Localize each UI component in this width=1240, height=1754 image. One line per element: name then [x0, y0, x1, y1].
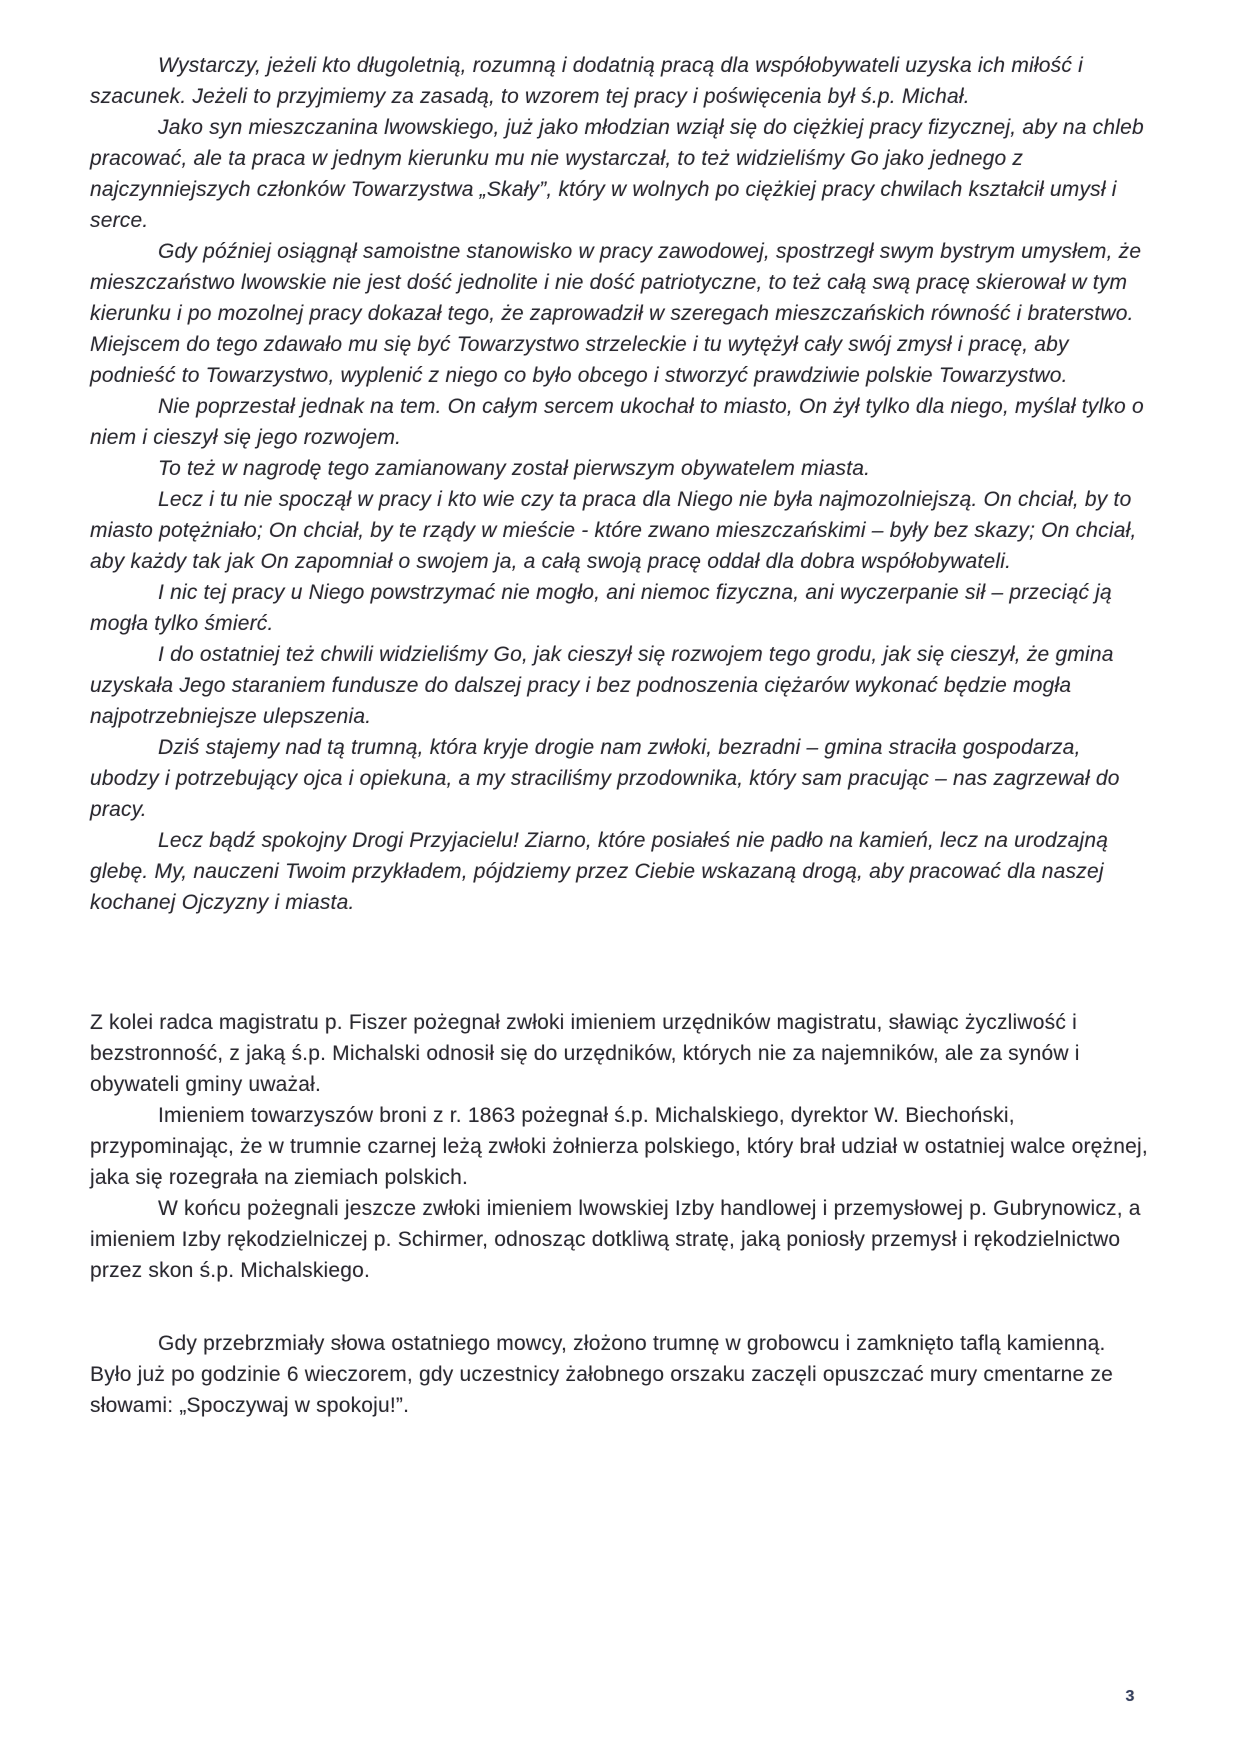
eulogy-paragraph-10: Lecz bądź spokojny Drogi Przyjacielu! Ziarno, które posiałeś nie padło na kamień, lecz na urodzajną glebę. My, nauczeni Twoim przykładem, pójdziemy przez Ciebie wskazaną drogą, aby pracować dla naszej kochanej Ojczyzny i miasta. — [90, 829, 1109, 914]
eulogy-paragraph-8: I do ostatniej też chwili widzieliśmy Go, jak cieszył się rozwojem tego grodu, jak się cieszył, że gmina uzyskała Jego staraniem fundusze do dalszej pracy i bez podnoszenia ciężarów wykonać będzie mogła najpotrzebniejsze ulepszenia. — [90, 643, 1114, 728]
eulogy-speech-section — [90, 50, 1148, 918]
eulogy-paragraph-3: Gdy później osiągnął samoistne stanowisko w pracy zawodowej, spostrzegł swym bystrym umysłem, że mieszczaństwo lwowskie nie jest dość jednolite i nie dość patriotyczne, to też całą swą pracę skierował w tym kierunku i po mozolnej pracy dokazał tego, że zaprowadził w szeregach mieszczańskich równość i braterstwo. Miejscem do tego zdawało mu się być Towarzystwo strzeleckie i tu wytężył cały swój zmysł i pracę, aby podnieść to Towarzystwo, wyplenić z niego co było obcego i stworzyć prawdziwie polskie Towarzystwo. — [90, 240, 1142, 387]
eulogy-paragraph-5: To też w nagrodę tego zamianowany został pierwszym obywatelem miasta. — [158, 457, 871, 480]
closing-paragraph-1: Gdy przebrzmiały słowa ostatniego mowcy, złożono trumnę w grobowcu i zamknięto taflą kamienną. Było już po godzinie 6 wieczorem, gdy uczestnicy żałobnego orszaku zaczęli opuszczać mury cmentarne ze słowami: „Spoczywaj w spokoju!”. — [90, 1332, 1114, 1417]
funeral-report-section — [90, 1007, 1152, 1286]
eulogy-paragraph-7: I nic tej pracy u Niego powstrzymać nie mogło, ani niemoc fizyczna, ani wyczerpanie sił – przeciąć ją mogła tylko śmierć. — [90, 581, 1112, 635]
closing-paragraph-section — [90, 1328, 1152, 1421]
eulogy-paragraph-1: Wystarczy, jeżeli kto długoletnią, rozumną i dodatnią pracą dla współobywateli uzyska ich miłość i szacunek. Jeżeli to przyjmiemy za zasadą, to wzorem tej pracy i poświęcenia był ś.p. Michał. — [90, 54, 1083, 108]
report-paragraph-1: Z kolei radca magistratu p. Fiszer pożegnał zwłoki imieniem urzędników magistratu, sławiąc życzliwość i bezstronność, z jaką ś.p. Michalski odnosił się do urzędników, których nie za najemników, ale za synów i obywateli gminy uważał. — [90, 1011, 1080, 1096]
report-paragraph-2: Imieniem towarzyszów broni z r. 1863 pożegnał ś.p. Michalskiego, dyrektor W. Biechoński, przypominając, że w trumnie czarnej leżą zwłoki żołnierza polskiego, który brał udział w ostatniej walce orężnej, jaka się rozegrała na ziemiach polskich. — [90, 1104, 1148, 1189]
report-paragraph-3: W końcu pożegnali jeszcze zwłoki imieniem lwowskiej Izby handlowej i przemysłowej p. Gubrynowicz, a imieniem Izby rękodzielniczej p. Schirmer, odnosząc dotkliwą stratę, jaką poniosły przemysł i rękodzielnictwo przez skon ś.p. Michalskiego. — [90, 1197, 1141, 1282]
eulogy-paragraph-9: Dziś stajemy nad tą trumną, która kryje drogie nam zwłoki, bezradni – gmina straciła gospodarza, ubodzy i potrzebujący ojca i opiekuna, a my straciliśmy przodownika, który sam pracując – nas zagrzewał do pracy. — [90, 736, 1120, 821]
eulogy-paragraph-2: Jako syn mieszczanina lwowskiego, już jako młodzian wziął się do ciężkiej pracy fizycznej, aby na chleb pracować, ale ta praca w jednym kierunku mu nie wystarczał, to też widzieliśmy Go jako jednego z najczynniejszych członków Towarzystwa „Skały”, który w wolnych po ciężkiej pracy chwilach kształcił umysł i serce. — [90, 116, 1144, 232]
page-number: 3 — [1125, 1688, 1135, 1705]
eulogy-paragraph-4: Nie poprzestał jednak na tem. On całym sercem ukochał to miasto, On żył tylko dla niego, myślał tylko o niem i cieszył się jego rozwojem. — [90, 395, 1144, 449]
eulogy-paragraph-6: Lecz i tu nie spoczął w pracy i kto wie czy ta praca dla Niego nie była najmozolniejszą. On chciał, by to miasto potężniało; On chciał, by te rządy w mieście - które zwano mieszczańskimi – były bez skazy; On chciał, aby każdy tak jak On zapomniał o swojem ja, a całą swoją pracę oddał dla dobra współobywateli. — [90, 488, 1137, 573]
